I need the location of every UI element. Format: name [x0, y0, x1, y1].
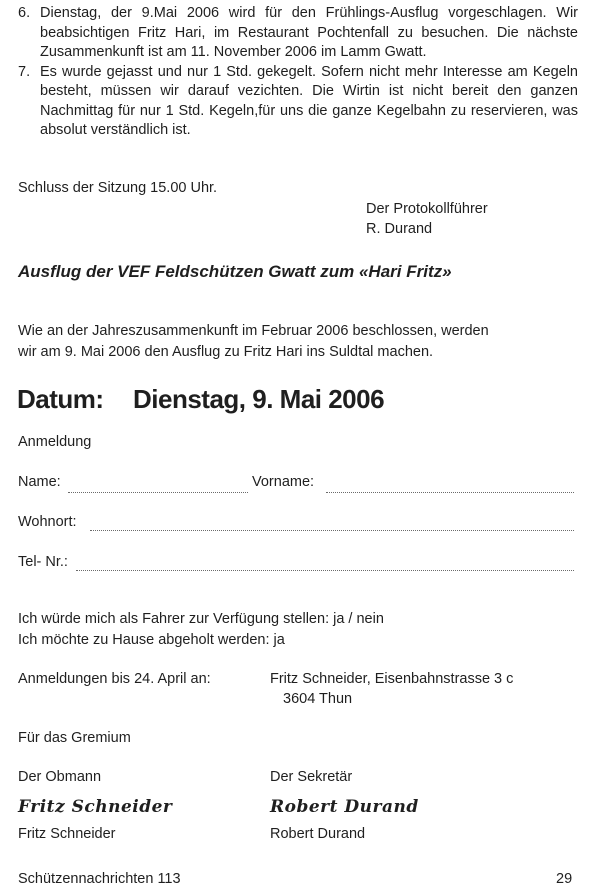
- datum-label: Datum:: [17, 384, 104, 414]
- list-item: [18, 63, 578, 141]
- intro-line-2: wir am 9. Mai 2006 den Ausflug zu Fritz Hari ins Suldtal machen.: [18, 344, 434, 360]
- deadline-address-line-2: 3604 Thun: [283, 691, 353, 707]
- tel-field[interactable]: [76, 570, 574, 571]
- item-text: Es wurde gejasst und nur 1 Std. gekegelt. Sofern nicht mehr Interesse am Kegeln besteht, müssen wir darauf vezichten. Die Wirtin ist nicht bereit den ganzen Nachmittag für nur 1 Std. Kegeln,für uns die ganze Kegelbahn zu reservieren, was absolut verständlich ist.: [40, 63, 578, 138]
- driver-question: Ich würde mich als Fahrer zur Verfügung stellen: ja / nein: [18, 611, 384, 627]
- wohnort-field[interactable]: [90, 530, 574, 531]
- excursion-title: Ausflug der VEF Feldschützen Gwatt zum «Hari Fritz»: [18, 262, 452, 281]
- item-text: Dienstag, der 9.Mai 2006 wird für den Frühlings-Ausflug vorgeschlagen. Wir beabsichtigen Fritz Hari, im Restaurant Pochtenfall zu besuchen. Die nächste Zusammenkunft ist am 11. November 2006 im Lamm Gwatt.: [40, 5, 578, 60]
- deadline-address-line-1: Fritz Schneider, Eisenbahnstrasse 3 c: [270, 671, 514, 687]
- sekretaer-signature: Robert Durand: [270, 797, 419, 817]
- closing-text: Schluss der Sitzung 15.00 Uhr.: [18, 180, 218, 196]
- footer-publication: Schützennachrichten 113: [18, 871, 181, 887]
- for-committee-label: Für das Gremium: [18, 730, 131, 746]
- vorname-label: Vorname:: [252, 474, 315, 490]
- minutes-list: [18, 4, 578, 141]
- obmann-role: Der Obmann: [18, 769, 102, 785]
- tel-label: Tel- Nr.:: [18, 554, 68, 570]
- obmann-signature: Fritz Schneider: [18, 797, 173, 817]
- protocol-role: Der Protokollführer: [366, 201, 488, 217]
- list-item: [18, 4, 578, 63]
- intro-line-1: Wie an der Jahreszusammenkunft im Februar 2006 beschlossen, werden: [18, 323, 489, 339]
- deadline-label: Anmeldungen bis 24. April an:: [18, 671, 211, 687]
- item-number: 6.: [18, 5, 31, 21]
- form-heading: Anmeldung: [18, 434, 92, 450]
- name-label: Name:: [18, 474, 61, 490]
- vorname-field[interactable]: [326, 492, 574, 493]
- sekretaer-name: Robert Durand: [270, 826, 366, 842]
- name-field[interactable]: [68, 492, 248, 493]
- obmann-name: Fritz Schneider: [18, 826, 116, 842]
- item-number: 7.: [18, 63, 31, 80]
- pickup-question: Ich möchte zu Hause abgeholt werden: ja: [18, 632, 285, 648]
- sekretaer-role: Der Sekretär: [270, 769, 353, 785]
- wohnort-label: Wohnort:: [18, 514, 77, 530]
- protocol-name: R. Durand: [366, 221, 433, 237]
- datum-value: Dienstag, 9. Mai 2006: [133, 384, 385, 414]
- page-number: 29: [556, 871, 573, 887]
